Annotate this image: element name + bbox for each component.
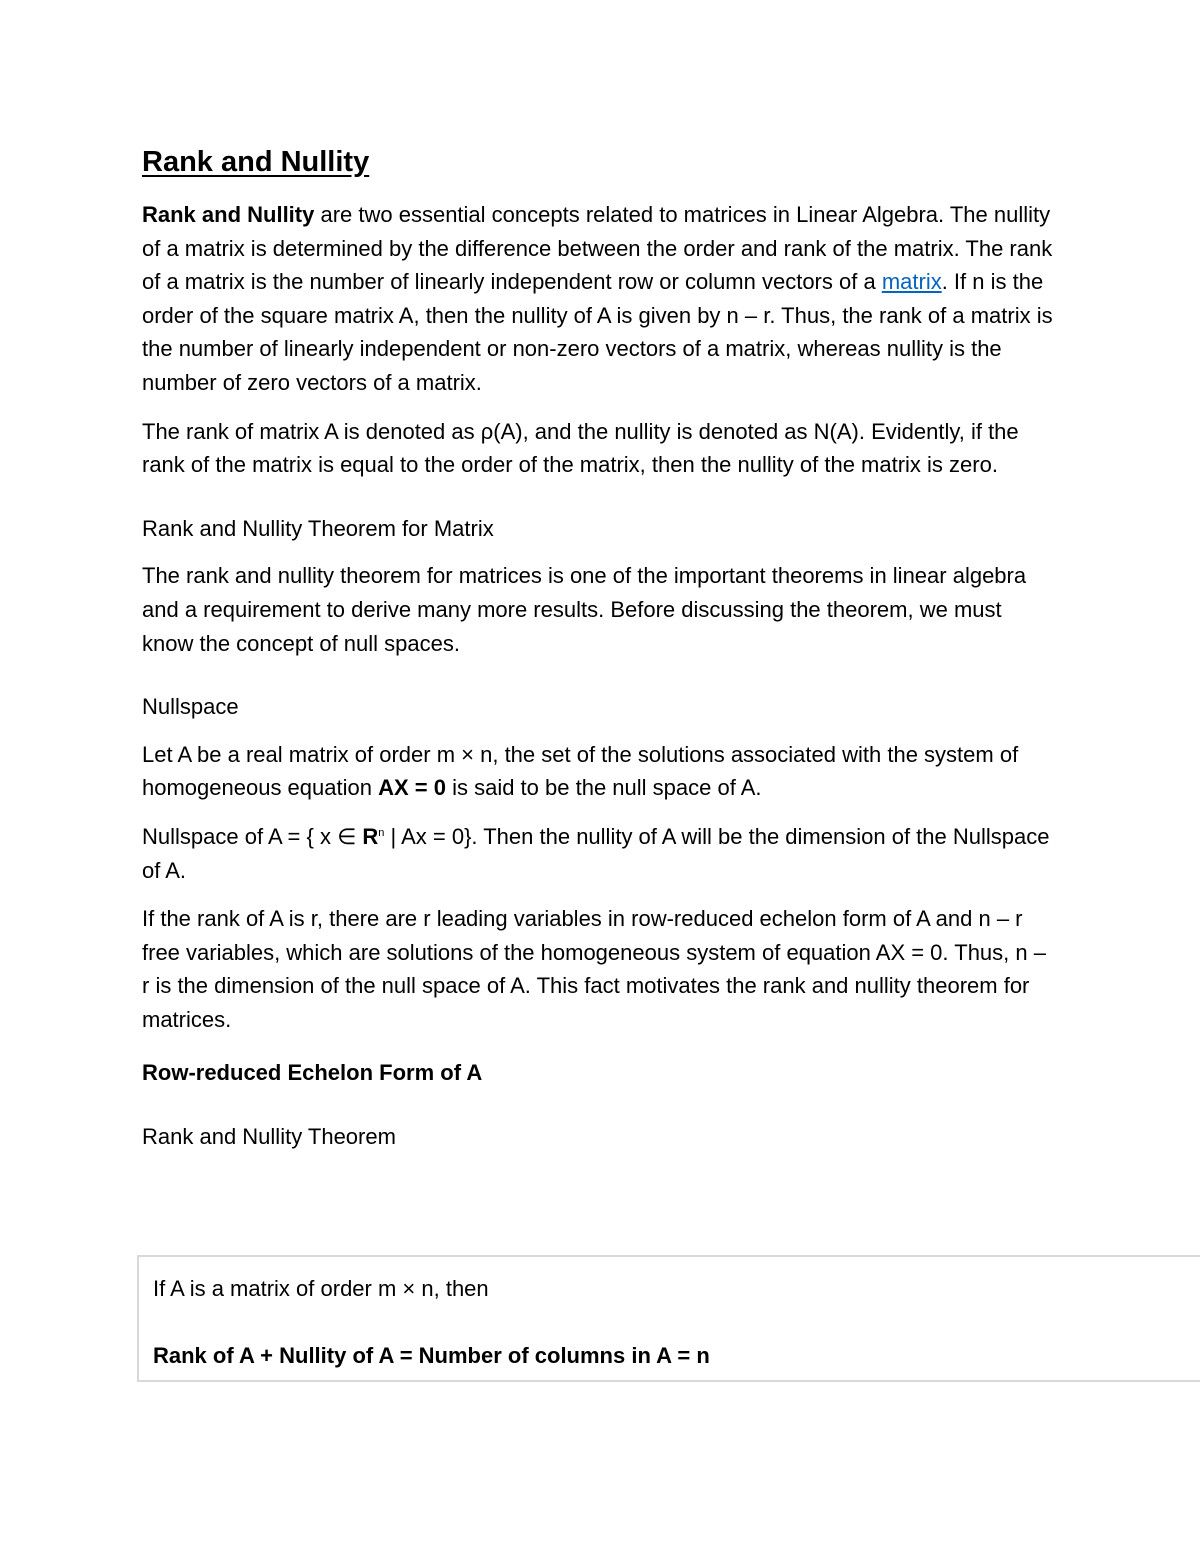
real-space-symbol: R bbox=[362, 823, 379, 849]
matrix-link[interactable]: matrix bbox=[881, 269, 942, 295]
subheading-rank-nullity-theorem: Rank and Nullity Theorem bbox=[142, 1124, 396, 1150]
subheading-nullspace: Nullspace bbox=[142, 694, 239, 720]
subheading-theorem-for-matrix: Rank and Nullity Theorem for Matrix bbox=[142, 515, 494, 541]
row-reduced-heading: Row-reduced Echelon Form of A bbox=[142, 1060, 483, 1086]
page-title: Rank and Nullity bbox=[142, 146, 370, 178]
intro-bold-lead: Rank and Nullity bbox=[142, 202, 315, 227]
set-text-b: | Ax = 0}. Then the nullity of A will be the dimension of the Nullspace of A. bbox=[142, 823, 1050, 883]
theorem-condition: If A is a matrix of order m × n, then bbox=[153, 1276, 489, 1301]
document-body bbox=[142, 140, 1057, 1169]
nullspace-set-paragraph bbox=[142, 820, 1057, 887]
set-text-a: Nullspace of A = { x ∈ bbox=[142, 823, 363, 849]
nullspace-text-a: Let A be a real matrix of order m × n, the set of the solutions associated with the system of homogeneous equation bbox=[142, 741, 1019, 801]
nullspace-definition-paragraph bbox=[142, 738, 1057, 805]
homogeneous-equation: AX = 0 bbox=[378, 775, 446, 801]
intro-paragraph bbox=[142, 198, 1057, 400]
nullspace-text-b: is said to be the null space of A. bbox=[445, 775, 762, 801]
notation-paragraph: The rank of matrix A is denoted as ρ(A), and the nullity is denoted as N(A). Evidently, if the rank of the matrix is equal to the order of the matrix, then the nullity of the matrix is zero. bbox=[142, 418, 1019, 478]
real-space-exponent: n bbox=[378, 826, 385, 839]
theorem-statement: Rank of A + Nullity of A = Number of columns in A = n bbox=[153, 1343, 710, 1368]
free-variables-paragraph: If the rank of A is r, there are r leading variables in row-reduced echelon form of A and n – r free variables, which are solutions of the homogeneous system of equation AX = 0. Thus, n – r is the dimension of the null space of A. This fact motivates the rank and nullity theorem for matrices. bbox=[142, 906, 1046, 1032]
intro-text-a: are two essential concepts related to matrices in Linear Algebra. The nullity of a matrix is determined by the difference between the order and rank of the matrix. The rank of a matrix is the number of linearly independent row or column vectors of a bbox=[142, 202, 1053, 295]
theorem-box bbox=[137, 1255, 1200, 1382]
intro-text-b: . If n is the order of the square matrix A, then the nullity of A is given by n – r. Thus, the rank of a matrix is the number of linearly independent or non-zero vectors of a matrix, whereas nullity is the number of zero vectors of a matrix. bbox=[142, 269, 1053, 395]
theorem-intro-paragraph: The rank and nullity theorem for matrices is one of the important theorems in linear algebra and a requirement to derive many more results. Before discussing the theorem, we must know the concept of null spaces. bbox=[142, 563, 1027, 656]
